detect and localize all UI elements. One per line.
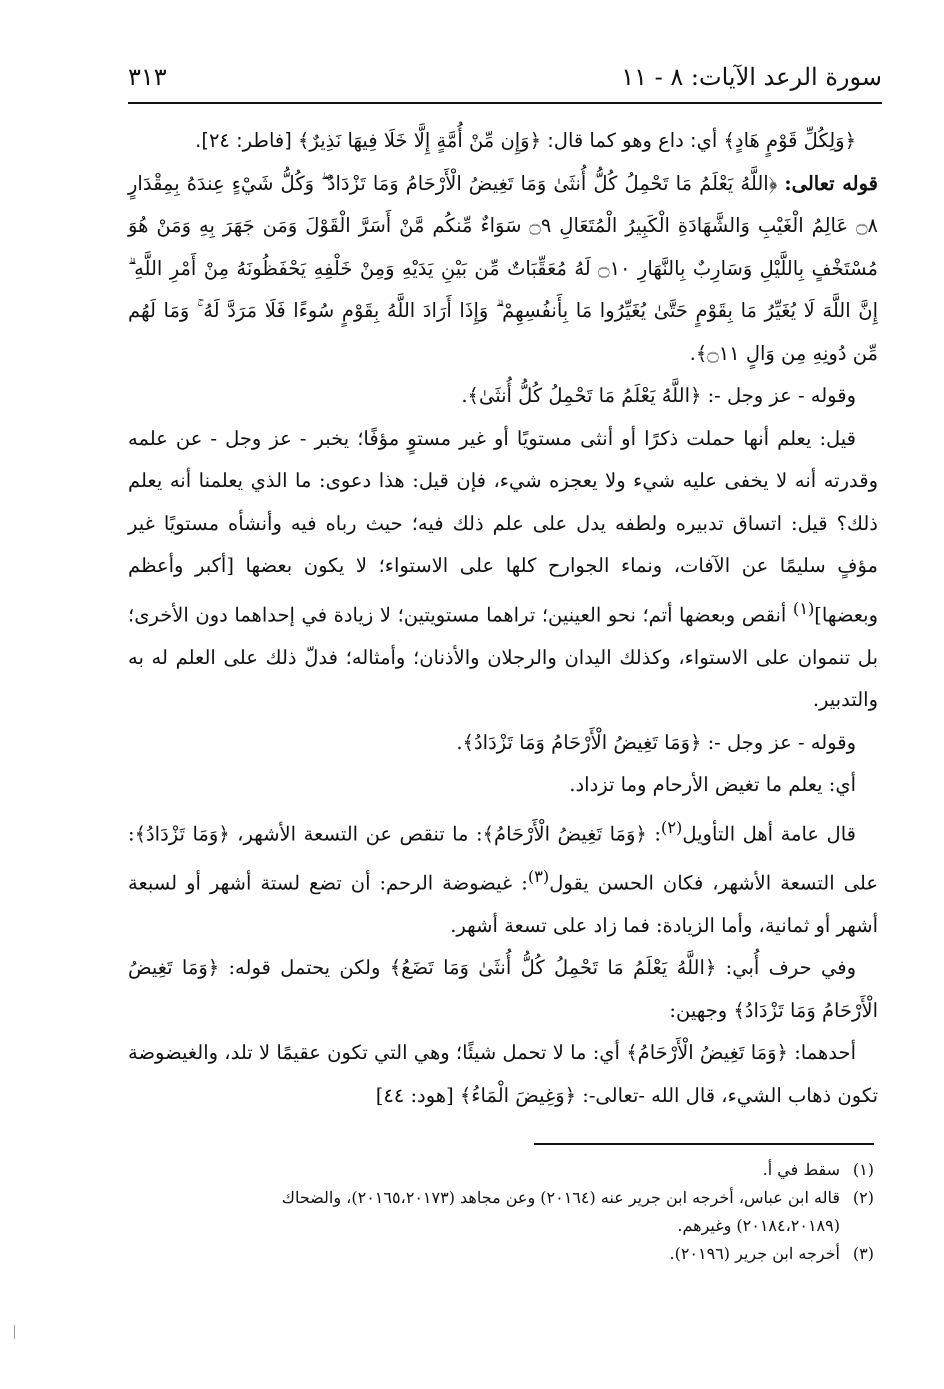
- footnote-number: (٢): [852, 1188, 874, 1207]
- footnote-ref[interactable]: (١): [792, 598, 815, 618]
- footnotes: [128, 1156, 874, 1268]
- paragraph-text: أي: يعلم ما تغيض الأرحام وما تزداد.: [569, 773, 856, 796]
- paragraph-text: أحدهما: ﴿وَمَا تَغِيضُ الْأَرْحَامُ﴾ أي: ما لا تحمل شيئًا؛ وهي التي تكون عقيمًا لا تلد، والغيضوضة تكون ذهاب الشيء، قال الله -تعالى-: ﴿وَغِيضَ الْمَاءُ﴾ [هود: ٤٤]: [128, 1041, 878, 1107]
- paragraph-text: : غيضوضة الرحم: أن تضع لستة أشهر أو لسبعة أشهر أو ثمانية، وأما الزيادة: فما زاد على تسعة أشهر.: [128, 871, 878, 937]
- paragraph: [128, 163, 878, 376]
- running-header: [128, 58, 882, 92]
- paragraph: [128, 375, 878, 418]
- footnote-number: (٣): [852, 1244, 874, 1263]
- footnote-text: سقط في أ.: [762, 1160, 840, 1179]
- paragraph: [128, 807, 878, 948]
- footnote-ref[interactable]: (٢): [660, 817, 683, 837]
- footnote-text: أخرجه ابن جرير (٢٠١٩٦).: [669, 1244, 840, 1263]
- paragraph: [128, 722, 878, 765]
- footnote-number: (١): [852, 1160, 874, 1179]
- main-text: [128, 120, 878, 1117]
- paragraph-text: قال عامة أهل التأويل: [682, 822, 856, 845]
- paragraph: [128, 418, 878, 722]
- footnote-text: قاله ابن عباس، أخرجه ابن جرير عنه (٢٠١٦٤) وعن مجاهد (٢٠١٦٥،٢٠١٧٣)، والضحاك: [281, 1188, 840, 1207]
- paragraph-text: أنقص وبعضها أتم؛ نحو العينين؛ تراهما مستويتين؛ لا زيادة في إحداهما دون الأخرى؛ بل تنموان على الاستواء، وكذلك اليدان والرجلان والأذنان؛ وأمثاله؛ فدلّ ذلك على العلم له به والتدبير.: [128, 603, 878, 711]
- paragraph-text: قيل: يعلم أنها حملت ذكرًا أو أنثى مستويًا أو غير مستوٍ مؤفًا؛ يخبر - عز وجل - عن علمه وقدرته أنه لا يخفى عليه شيء ولا يعجزه شيء، فإن قيل: هذا دعوى: ما الذي يعلمنا أنه يعلم ذلك؟ قيل: اتساق تدبيره ولطفه يدل على علم ذلك فيه؛ حيث رباه فيه وأنشأه مستويًا غير مؤفٍ سليمًا عن الآفات، ونماء الجوارح كلها على الاستواء؛ لا يكون بعضها [أكبر وأعظم وبعضها]: [128, 426, 878, 626]
- footnote-continuation: (٢٠١٨٤،٢٠١٨٩) وغيرهم.: [677, 1216, 840, 1235]
- paragraph: [128, 120, 878, 163]
- footnote-ref[interactable]: (٣): [527, 866, 550, 886]
- paragraph: [128, 1032, 878, 1117]
- paragraph-text: وقوله - عز وجل -: ﴿وَمَا تَغِيضُ الْأَرْحَامُ وَمَا تَزْدَادُ﴾.: [456, 730, 856, 754]
- scan-margin-mark: [14, 1325, 19, 1339]
- paragraph: [128, 764, 878, 807]
- quran-verse: ﴿وَلِكُلِّ قَوْمٍ هَادٍ﴾ أي: داع وهو كما قال: ﴿وَإِن مِّنْ أُمَّةٍ إِلَّا خَلَا فِيهَا نَذِيرٌ﴾ [فاطر: ٢٤].: [195, 129, 856, 152]
- paragraph-text: وقوله - عز وجل -: ﴿اللَّهُ يَعْلَمُ مَا تَحْمِلُ كُلُّ أُنثَىٰ﴾.: [461, 384, 856, 407]
- verse-lead: قوله تعالى:: [784, 171, 878, 195]
- footnote-item: [128, 1240, 874, 1268]
- quran-verse: ﴿اللَّهُ يَعْلَمُ مَا تَحْمِلُ كُلُّ أُنثَىٰ وَمَا تَغِيضُ الْأَرْحَامُ وَمَا تَزْدَادُ ۖ وَكُلُّ شَيْءٍ عِندَهُ بِمِقْدَارٍ ۝٨ عَالِمُ الْغَيْبِ وَالشَّهَادَةِ الْكَبِيرُ الْمُتَعَالِ ۝٩ سَوَاءٌ مِّنكُم مَّنْ أَسَرَّ الْقَوْلَ وَمَن جَهَرَ بِهِ وَمَنْ هُوَ مُسْتَخْفٍ بِاللَّيْلِ وَسَارِبٌ بِالنَّهَارِ ۝١٠ لَهُ مُعَقِّبَاتٌ مِّن بَيْنِ يَدَيْهِ وَمِنْ خَلْفِهِ يَحْفَظُونَهُ مِنْ أَمْرِ اللَّهِ ۗ إِنَّ اللَّهَ لَا يُغَيِّرُ مَا بِقَوْمٍ حَتَّىٰ يُغَيِّرُوا مَا بِأَنفُسِهِمْ ۗ وَإِذَا أَرَادَ اللَّهُ بِقَوْمٍ سُوءًا فَلَا مَرَدَّ لَهُ ۚ وَمَا لَهُم مِّن دُونِهِ مِن وَالٍ ۝١١﴾.: [128, 171, 878, 365]
- paragraph-text: : ﴿وَمَا تَغِيضُ الْأَرْحَامُ﴾: ما تنقص عن التسعة الأشهر، ﴿وَمَا تَزْدَادُ﴾: على التسعة الأشهر، فكان الحسن يقول: [128, 822, 878, 894]
- footnote-divider: [534, 1143, 874, 1145]
- header-divider: [128, 102, 882, 104]
- paragraph-text: وفي حرف أُبي: ﴿اللَّهُ يَعْلَمُ مَا تَحْمِلُ كُلُّ أُنثَىٰ وَمَا تَضَعُ﴾ ولكن يحتمل قوله: ﴿وَمَا تَغِيضُ الْأَرْحَامُ وَمَا تَزْدَادُ﴾ وجهين:: [128, 956, 878, 1022]
- footnote-item: [128, 1184, 874, 1212]
- chapter-title: سورة الرعد الآيات: ٨ - ١١: [621, 63, 882, 91]
- footnote-item: [128, 1156, 874, 1184]
- page-number: ٣١٣: [128, 63, 167, 91]
- paragraph: [128, 947, 878, 1032]
